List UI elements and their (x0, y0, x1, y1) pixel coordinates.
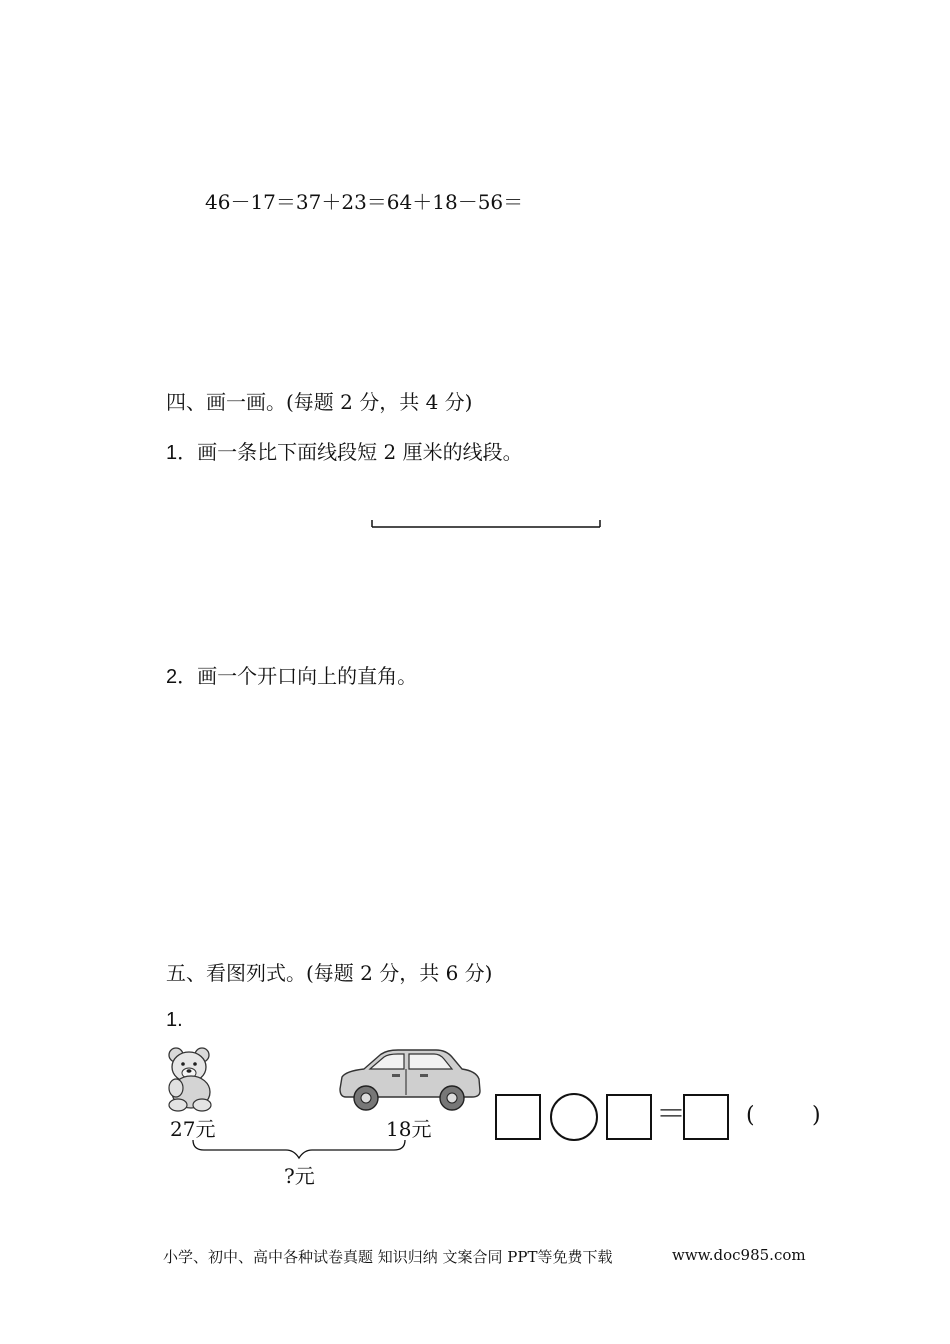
car-price-label: 18元 (386, 1117, 432, 1141)
arithmetic-line: 46－17＝37＋23＝64＋18－56＝ (205, 190, 524, 214)
teddy-bear-picture (164, 1046, 218, 1112)
operator-circle[interactable] (550, 1093, 598, 1141)
total-brace (190, 1138, 408, 1160)
footer-url[interactable]: www.doc985.com (672, 1246, 806, 1264)
answer-box-1[interactable] (495, 1094, 541, 1140)
car-picture (336, 1047, 482, 1113)
question-number: 1． (166, 442, 198, 464)
question-text: 画一个开口向上的直角。 (197, 664, 418, 688)
equals-sign: ＝ (656, 1097, 686, 1132)
section4-question-1 (166, 436, 523, 465)
section5-question-1-number: 1. (166, 1009, 183, 1031)
bear-price-label: 27元 (170, 1117, 216, 1141)
reference-line-segment (368, 515, 604, 531)
unit-paren-close: ) (812, 1103, 821, 1128)
total-price-label: ?元 (284, 1164, 315, 1188)
section5-heading: 五、看图列式。(每题 2 分，共 6 分) (166, 961, 493, 985)
section4-question-2 (166, 660, 417, 689)
unit-paren-open: ( (746, 1103, 755, 1128)
unit-answer-blank[interactable] (760, 1100, 810, 1130)
question-text: 画一条比下面线段短 2 厘米的线段。 (197, 440, 523, 464)
footer-text: 小学、初中、高中各种试卷真题 知识归纳 文案合同 PPT等免费下载 (163, 1248, 613, 1266)
section4-heading: 四、画一画。(每题 2 分，共 4 分) (166, 390, 473, 414)
question-number: 2． (166, 666, 198, 688)
answer-box-3[interactable] (683, 1094, 729, 1140)
answer-box-2[interactable] (606, 1094, 652, 1140)
